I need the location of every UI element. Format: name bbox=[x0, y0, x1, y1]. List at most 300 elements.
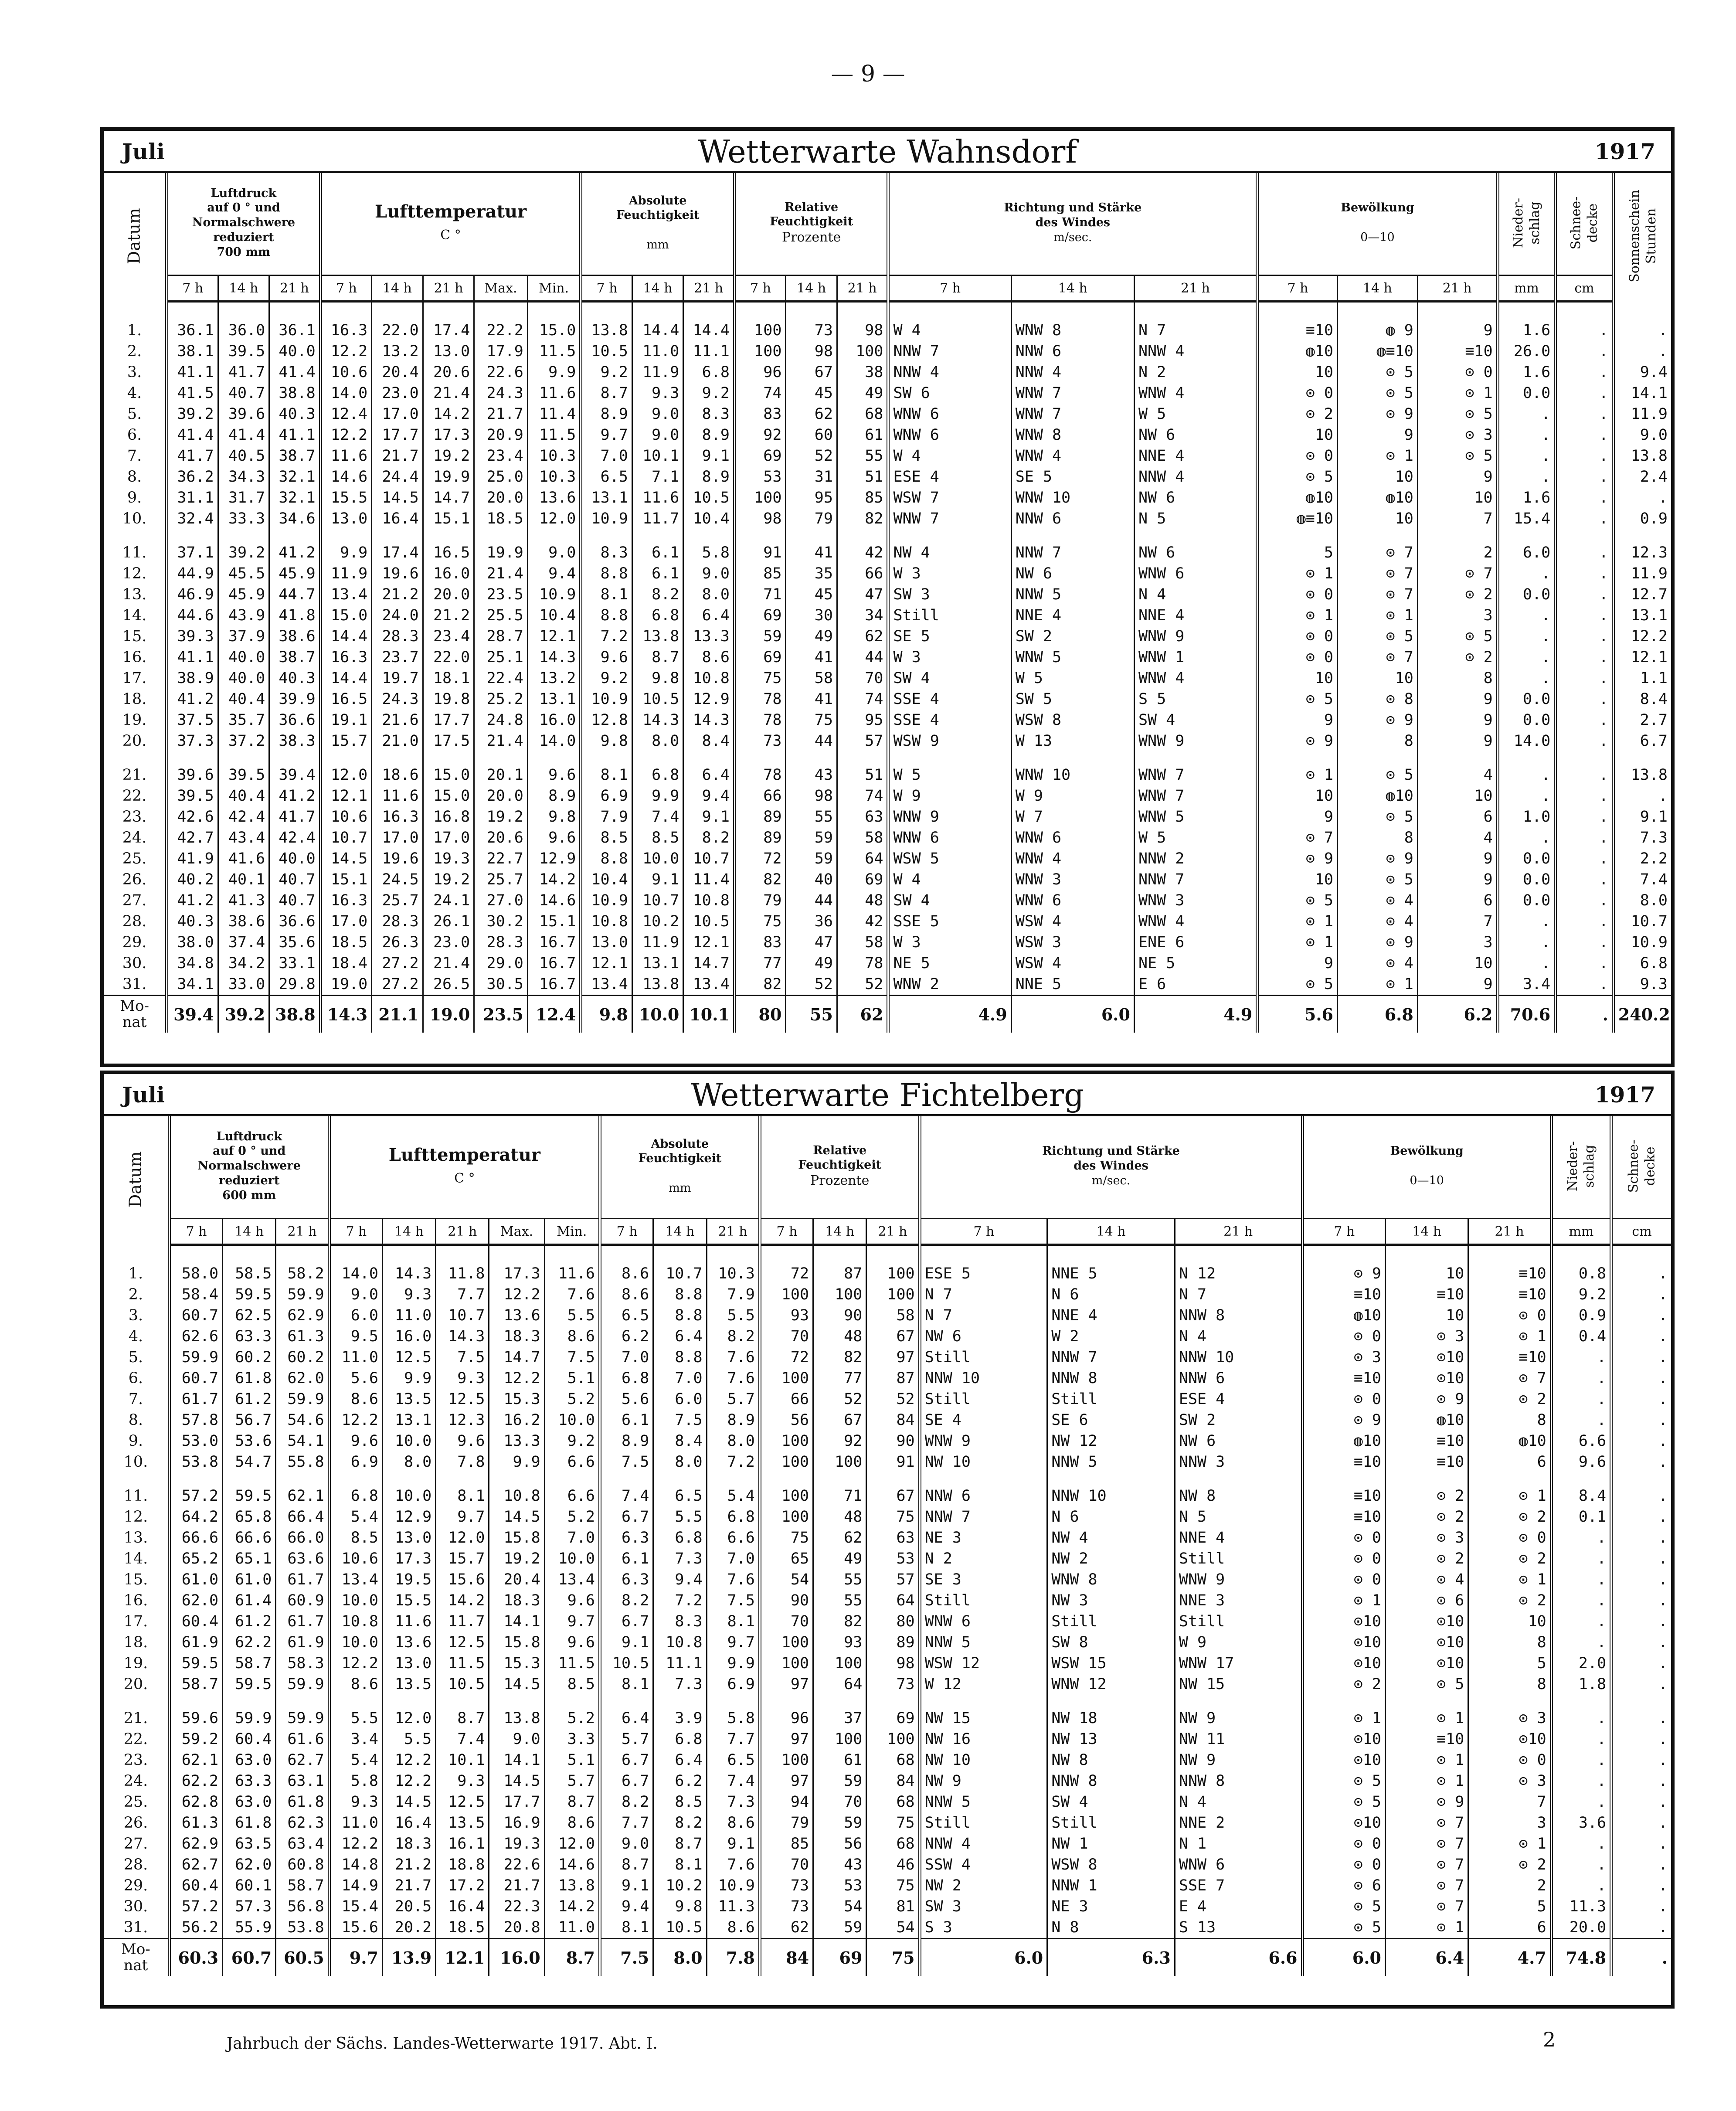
subheader-cell: Max. bbox=[489, 1219, 544, 1245]
table-cell: 93 bbox=[760, 1305, 813, 1326]
table-cell: . bbox=[1611, 1452, 1671, 1472]
table-cell: 62.6 bbox=[169, 1326, 222, 1347]
table-cell: ⊙ 6 bbox=[1385, 1590, 1468, 1611]
table-cell: 11.0 bbox=[632, 341, 683, 362]
table-cell: . bbox=[1551, 1389, 1611, 1410]
table-cell: . bbox=[1556, 869, 1614, 890]
table-cell: . bbox=[1611, 1896, 1671, 1917]
table-cell: . bbox=[1611, 1653, 1671, 1674]
table-cell: 2 bbox=[1468, 1875, 1551, 1896]
table-cell: 40.0 bbox=[218, 668, 269, 689]
table-cell: 9.0 bbox=[683, 563, 735, 584]
table-cell: ◍10 bbox=[1338, 487, 1418, 508]
table-cell: 19.6 bbox=[372, 563, 423, 584]
table-cell: 18. bbox=[122, 690, 147, 708]
table-cell: 25. bbox=[122, 850, 147, 867]
table-cell: 11.4 bbox=[527, 404, 581, 425]
table-row bbox=[104, 1569, 1671, 1590]
table-cell: 19. bbox=[122, 711, 147, 729]
table-cell: 22.0 bbox=[423, 647, 474, 668]
table-cell: 15.0 bbox=[423, 785, 474, 806]
table-cell: 21.4 bbox=[474, 731, 528, 751]
table-cell: 11.0 bbox=[544, 1917, 600, 1939]
subheader-cell: 21 h bbox=[1417, 275, 1498, 302]
table-cell: 10 bbox=[1338, 508, 1418, 529]
table-cell: 14.1 bbox=[489, 1611, 544, 1632]
table-cell: ≡10 bbox=[1257, 320, 1338, 341]
table-cell: 5 bbox=[1468, 1653, 1551, 1674]
table-cell: . bbox=[1611, 1812, 1671, 1833]
table-cell: 14.5 bbox=[489, 1506, 544, 1527]
table-cell: NW 16 bbox=[920, 1729, 1047, 1750]
table-row bbox=[104, 320, 1671, 341]
table-cell: 9.0 bbox=[329, 1284, 382, 1305]
table-cell: 75 bbox=[734, 668, 786, 689]
table-cell: 38.0 bbox=[167, 932, 218, 953]
table-cell: 8.7 bbox=[600, 1854, 653, 1875]
table-cell: 6.2 bbox=[600, 1326, 653, 1347]
table-cell: ⊙ 2 bbox=[1257, 404, 1338, 425]
table-cell: 10.6 bbox=[320, 362, 372, 383]
table-cell: 11.5 bbox=[544, 1653, 600, 1674]
table-cell: ≡10 bbox=[1385, 1452, 1468, 1472]
table-cell: WNW 7 bbox=[1134, 765, 1257, 785]
table-cell: . bbox=[1611, 1771, 1671, 1791]
table-cell: 26.5 bbox=[423, 974, 474, 996]
table-cell: 6 bbox=[1417, 806, 1498, 827]
table-cell: WNW 4 bbox=[1011, 848, 1134, 869]
table-cell: 10 bbox=[1338, 466, 1418, 487]
table-cell: 49 bbox=[786, 626, 837, 647]
table-cell: 67 bbox=[813, 1410, 866, 1431]
table-cell: 58.5 bbox=[223, 1263, 276, 1284]
table-cell: 42.6 bbox=[167, 806, 218, 827]
table-cell: . bbox=[1611, 1833, 1671, 1854]
table-cell: 61.7 bbox=[276, 1569, 329, 1590]
table-cell: 34.2 bbox=[218, 953, 269, 974]
table-cell: 8.1 bbox=[707, 1611, 760, 1632]
table-cell: 93 bbox=[813, 1632, 866, 1653]
header-datum: Datum bbox=[124, 208, 144, 265]
table-cell: WNW 6 bbox=[920, 1611, 1047, 1632]
table-cell: 87 bbox=[813, 1263, 866, 1284]
table-cell: 8. bbox=[127, 468, 142, 486]
table-cell: ◍10 bbox=[1302, 1431, 1385, 1452]
table-cell: 12.2 bbox=[489, 1368, 544, 1389]
table-cell: 100 bbox=[760, 1653, 813, 1674]
footer-text: Jahrbuch der Sächs. Landes-Wetterwarte 1917. Abt. I. bbox=[227, 2035, 658, 2053]
table-cell: 9 bbox=[1417, 974, 1498, 996]
table-cell: 8.5 bbox=[653, 1791, 707, 1812]
table-cell: WSW 4 bbox=[1011, 953, 1134, 974]
table-row bbox=[104, 1431, 1671, 1452]
table-cell: 6.9 bbox=[329, 1452, 382, 1472]
table-cell: . bbox=[1611, 1590, 1671, 1611]
table-cell: 16.0 bbox=[527, 710, 581, 731]
table-cell: 9.6 bbox=[544, 1590, 600, 1611]
table-cell: NNW 6 bbox=[1175, 1368, 1302, 1389]
table-cell: 6.8 bbox=[653, 1527, 707, 1548]
table-cell: ⊙ 4 bbox=[1385, 1569, 1468, 1590]
table-cell: 27. bbox=[122, 892, 147, 909]
table-row bbox=[104, 806, 1671, 827]
table-cell: 10.8 bbox=[489, 1486, 544, 1506]
table-cell: 81 bbox=[866, 1896, 920, 1917]
table-cell: . bbox=[1556, 953, 1614, 974]
table-cell: 0.0 bbox=[1498, 710, 1556, 731]
table-cell: 26.1 bbox=[423, 911, 474, 932]
month-label: Juli bbox=[122, 1082, 165, 1108]
year-label: 1917 bbox=[1594, 139, 1655, 164]
table-cell: ⊙ 1 bbox=[1468, 1569, 1551, 1590]
table-cell: 54.7 bbox=[223, 1452, 276, 1472]
table-cell: 17. bbox=[122, 670, 147, 687]
table-cell: 13.1 bbox=[632, 953, 683, 974]
table-cell: 13.6 bbox=[382, 1632, 435, 1653]
table-cell: SW 4 bbox=[888, 890, 1011, 911]
table-cell: . bbox=[1613, 341, 1671, 362]
table-cell: 9.0 bbox=[1613, 425, 1671, 445]
table-cell: 17.7 bbox=[423, 710, 474, 731]
table-cell: . bbox=[1611, 1750, 1671, 1771]
table-cell: 64 bbox=[813, 1674, 866, 1695]
table-cell: NNW 10 bbox=[1047, 1486, 1175, 1506]
table-cell: 100 bbox=[760, 1368, 813, 1389]
table-cell: 60.4 bbox=[169, 1875, 222, 1896]
table-cell: 10.9 bbox=[707, 1875, 760, 1896]
subheader-cell: 14 h bbox=[1385, 1219, 1468, 1245]
table-cell: 40.5 bbox=[218, 445, 269, 466]
table-cell: 13.1 bbox=[527, 689, 581, 710]
subheader-cell: 21 h bbox=[436, 1219, 489, 1245]
table-cell: ≡10 bbox=[1302, 1506, 1385, 1527]
table-cell: 100 bbox=[734, 341, 786, 362]
table-cell: 7.6 bbox=[707, 1854, 760, 1875]
table-row bbox=[104, 1486, 1671, 1506]
table-cell: 24.3 bbox=[474, 383, 528, 404]
table-cell: 54 bbox=[813, 1896, 866, 1917]
table-cell: 13.8 bbox=[1613, 445, 1671, 466]
table-cell: . bbox=[1556, 848, 1614, 869]
table-cell: 16.7 bbox=[527, 932, 581, 953]
table-cell: ⊙ 0 bbox=[1468, 1305, 1551, 1326]
table-cell: . bbox=[1611, 1875, 1671, 1896]
table-cell: NW 3 bbox=[1047, 1590, 1175, 1611]
table-cell: ⊙ 0 bbox=[1302, 1548, 1385, 1569]
table-cell: 10.0 bbox=[329, 1632, 382, 1653]
table-cell: 10.0 bbox=[632, 848, 683, 869]
table-cell: ⊙ 7 bbox=[1468, 1368, 1551, 1389]
table-cell: 17.0 bbox=[372, 404, 423, 425]
table-cell: ⊙10 bbox=[1385, 1632, 1468, 1653]
table-cell: 6.0 bbox=[1498, 542, 1556, 563]
table-cell: 6.2 bbox=[653, 1771, 707, 1791]
table-cell: 13. bbox=[123, 1529, 148, 1547]
table-cell: W 3 bbox=[888, 563, 1011, 584]
table-cell: ⊙ 5 bbox=[1257, 974, 1338, 996]
table-cell: 6.6 bbox=[544, 1486, 600, 1506]
table-cell: 100 bbox=[813, 1653, 866, 1674]
table-cell: 58 bbox=[866, 1305, 920, 1326]
table-row bbox=[104, 1284, 1671, 1305]
table-cell: 8.1 bbox=[581, 584, 632, 605]
table-cell: 10 bbox=[1385, 1263, 1468, 1284]
table-cell: 78 bbox=[837, 953, 888, 974]
table-cell: 12.1 bbox=[527, 626, 581, 647]
subheader-cell: Min. bbox=[544, 1219, 600, 1245]
table-cell: 8.8 bbox=[581, 563, 632, 584]
table-cell: Still bbox=[1047, 1611, 1175, 1632]
table-cell: 13.5 bbox=[382, 1674, 435, 1695]
monthly-mean-cell: 84 bbox=[760, 1939, 813, 1976]
table-cell: 75 bbox=[786, 710, 837, 731]
table-cell: 6.5 bbox=[581, 466, 632, 487]
table-cell: 57.2 bbox=[169, 1896, 222, 1917]
table-cell: ⊙ 9 bbox=[1338, 710, 1418, 731]
table-cell: 61.7 bbox=[169, 1389, 222, 1410]
table-cell: 14.0 bbox=[1498, 731, 1556, 751]
table-cell: 58.4 bbox=[169, 1284, 222, 1305]
table-cell: 60.7 bbox=[169, 1368, 222, 1389]
monthly-mean-cell: 21.1 bbox=[372, 996, 423, 1033]
table-cell: 78 bbox=[734, 765, 786, 785]
table-cell: 87 bbox=[866, 1368, 920, 1389]
table-cell: ◍10 bbox=[1257, 341, 1338, 362]
table-cell: 7.6 bbox=[707, 1569, 760, 1590]
table-cell: 40.3 bbox=[269, 404, 321, 425]
table-row bbox=[104, 1548, 1671, 1569]
monthly-mean-row bbox=[104, 996, 1671, 1033]
table-cell: 10.7 bbox=[1613, 911, 1671, 932]
table-cell: W 13 bbox=[1011, 731, 1134, 751]
table-cell: 10.8 bbox=[683, 668, 735, 689]
table-cell: N 7 bbox=[1175, 1284, 1302, 1305]
table-cell: ⊙ 9 bbox=[1302, 1263, 1385, 1284]
table-cell: 17.0 bbox=[320, 911, 372, 932]
table-cell: 13.4 bbox=[581, 974, 632, 996]
table-cell: 21.7 bbox=[474, 404, 528, 425]
table-cell: ⊙ 2 bbox=[1468, 1506, 1551, 1527]
table-cell: 41.5 bbox=[167, 383, 218, 404]
table-cell: SSW 4 bbox=[920, 1854, 1047, 1875]
table-cell: . bbox=[1556, 806, 1614, 827]
table-cell: 28.3 bbox=[372, 626, 423, 647]
table-cell: 8.4 bbox=[683, 731, 735, 751]
table-cell: 35.6 bbox=[269, 932, 321, 953]
subheader-cell: 14 h bbox=[372, 275, 423, 302]
table-cell: 12.2 bbox=[382, 1750, 435, 1771]
table-cell: W 12 bbox=[920, 1674, 1047, 1695]
table-cell: 2.2 bbox=[1613, 848, 1671, 869]
table-cell: 74 bbox=[734, 383, 786, 404]
table-row bbox=[104, 710, 1671, 731]
table-cell: 6.6 bbox=[544, 1452, 600, 1472]
table-cell: 10.4 bbox=[527, 605, 581, 626]
table-cell: 46.9 bbox=[167, 584, 218, 605]
table-cell: 12.9 bbox=[382, 1506, 435, 1527]
table-cell: . bbox=[1556, 765, 1614, 785]
table-cell: 0.0 bbox=[1498, 848, 1556, 869]
table-cell: NNW 5 bbox=[1011, 584, 1134, 605]
header-wind: Richtung und Stärke des Windes m/sec. bbox=[888, 171, 1257, 275]
table-cell: 58 bbox=[837, 827, 888, 848]
table-cell: ⊙ 9 bbox=[1385, 1389, 1468, 1410]
table-cell: 9.1 bbox=[1613, 806, 1671, 827]
table-cell: 9 bbox=[1417, 466, 1498, 487]
table-cell: ⊙ 7 bbox=[1385, 1875, 1468, 1896]
table-cell: 9.2 bbox=[683, 383, 735, 404]
table-cell: 0.8 bbox=[1551, 1263, 1611, 1284]
table-cell: 8.3 bbox=[683, 404, 735, 425]
table-cell: 62.7 bbox=[169, 1854, 222, 1875]
table-cell: 25.1 bbox=[474, 647, 528, 668]
table-cell: 2.4 bbox=[1613, 466, 1671, 487]
table-cell: 11.1 bbox=[683, 341, 735, 362]
monthly-mean-cell: . bbox=[1556, 996, 1614, 1033]
table-cell: 27.0 bbox=[474, 890, 528, 911]
subheader-cell: 7 h bbox=[920, 1219, 1047, 1245]
table-cell: 9.4 bbox=[1613, 362, 1671, 383]
table-cell: 7.0 bbox=[600, 1347, 653, 1368]
table-cell: . bbox=[1556, 932, 1614, 953]
table-cell: 9.2 bbox=[581, 362, 632, 383]
table-cell: 17.0 bbox=[423, 827, 474, 848]
table-cell: 65.2 bbox=[169, 1548, 222, 1569]
table-cell: 63.0 bbox=[223, 1750, 276, 1771]
table-cell: 7. bbox=[128, 1390, 143, 1408]
table-cell: NNW 10 bbox=[920, 1368, 1047, 1389]
table-cell: 95 bbox=[837, 710, 888, 731]
table-row bbox=[104, 542, 1671, 563]
table-cell: ⊙ 3 bbox=[1468, 1771, 1551, 1791]
table-cell: ⊙ 5 bbox=[1338, 383, 1418, 404]
table-fichtelberg bbox=[100, 1071, 1675, 2009]
table-cell: 2.0 bbox=[1551, 1653, 1611, 1674]
table-cell: S 3 bbox=[920, 1917, 1047, 1939]
table-cell: 29. bbox=[122, 934, 147, 951]
table-cell: 9.6 bbox=[436, 1431, 489, 1452]
table-cell: 3.4 bbox=[329, 1729, 382, 1750]
table-cell: SE 6 bbox=[1047, 1410, 1175, 1431]
table-cell: 15.8 bbox=[489, 1632, 544, 1653]
table-cell: ⊙ 8 bbox=[1338, 689, 1418, 710]
table-cell: W 9 bbox=[1175, 1632, 1302, 1653]
table-cell: ⊙ 7 bbox=[1385, 1896, 1468, 1917]
table-cell: 8.9 bbox=[683, 425, 735, 445]
table-cell: ⊙ 5 bbox=[1257, 890, 1338, 911]
table-cell: 6.7 bbox=[600, 1611, 653, 1632]
table-cell: NW 13 bbox=[1047, 1729, 1175, 1750]
table-cell: 68 bbox=[866, 1791, 920, 1812]
table-cell: 14.4 bbox=[683, 320, 735, 341]
table-cell: 69 bbox=[837, 869, 888, 890]
table-cell: 91 bbox=[866, 1452, 920, 1472]
table-cell: 60.8 bbox=[276, 1854, 329, 1875]
table-cell: 28.3 bbox=[372, 911, 423, 932]
table-row bbox=[104, 827, 1671, 848]
table-cell: 16.0 bbox=[382, 1326, 435, 1347]
table-cell: 7.5 bbox=[707, 1590, 760, 1611]
table-cell: 100 bbox=[866, 1284, 920, 1305]
table-cell: ⊙ 5 bbox=[1302, 1791, 1385, 1812]
table-cell: . bbox=[1556, 974, 1614, 996]
table-row bbox=[104, 487, 1671, 508]
table-cell: 73 bbox=[760, 1896, 813, 1917]
table-cell: 38.8 bbox=[269, 383, 321, 404]
table-cell: 15.1 bbox=[423, 508, 474, 529]
table-cell: ⊙10 bbox=[1302, 1729, 1385, 1750]
table-cell: 69 bbox=[734, 605, 786, 626]
table-cell: N 7 bbox=[920, 1305, 1047, 1326]
subheader-cell: 21 h bbox=[1468, 1219, 1551, 1245]
subheader-cell: 14 h bbox=[223, 1219, 276, 1245]
table-cell: 25.7 bbox=[474, 869, 528, 890]
table-row bbox=[104, 1632, 1671, 1653]
table-cell: 13.0 bbox=[382, 1527, 435, 1548]
table-row bbox=[104, 953, 1671, 974]
table-cell: NW 15 bbox=[1175, 1674, 1302, 1695]
table-cell: 8.5 bbox=[329, 1527, 382, 1548]
table-cell: 9.0 bbox=[600, 1833, 653, 1854]
table-cell: 83 bbox=[734, 404, 786, 425]
subheader-cell: 14 h bbox=[786, 275, 837, 302]
table-cell: NNW 4 bbox=[1134, 466, 1257, 487]
table-cell: 0.0 bbox=[1498, 689, 1556, 710]
table-cell: 15.7 bbox=[436, 1548, 489, 1569]
table-row bbox=[104, 584, 1671, 605]
table-cell: 14.4 bbox=[632, 320, 683, 341]
table-cell: 19.2 bbox=[423, 445, 474, 466]
table-cell: 64 bbox=[837, 848, 888, 869]
table-cell: E 6 bbox=[1134, 974, 1257, 996]
table-cell: 14. bbox=[123, 1550, 148, 1567]
table-cell: 16.7 bbox=[527, 953, 581, 974]
table-cell: . bbox=[1551, 1632, 1611, 1653]
table-cell: 14.7 bbox=[683, 953, 735, 974]
table-cell: 5.5 bbox=[544, 1305, 600, 1326]
table-cell: ⊙ 5 bbox=[1302, 1896, 1385, 1917]
table-cell: 37.5 bbox=[167, 710, 218, 731]
table-cell: 8.1 bbox=[600, 1917, 653, 1939]
table-cell: 12.9 bbox=[527, 848, 581, 869]
table-cell: 8.8 bbox=[653, 1284, 707, 1305]
table-cell: 9.1 bbox=[600, 1632, 653, 1653]
table-cell: 10.9 bbox=[581, 689, 632, 710]
table-cell: 58.7 bbox=[169, 1674, 222, 1695]
table-cell: 7.7 bbox=[600, 1812, 653, 1833]
table-cell: 11.6 bbox=[382, 1611, 435, 1632]
table-cell: 14.3 bbox=[632, 710, 683, 731]
table-cell: ⊙ 0 bbox=[1302, 1569, 1385, 1590]
table-cell: 55.8 bbox=[276, 1452, 329, 1472]
table-cell: SW 2 bbox=[1175, 1410, 1302, 1431]
table-cell: NW 6 bbox=[1134, 542, 1257, 563]
table-row bbox=[104, 911, 1671, 932]
table-cell: 9 bbox=[1417, 731, 1498, 751]
table-cell: 1. bbox=[127, 322, 142, 339]
table-cell: 23. bbox=[122, 808, 147, 826]
table-cell: 59.5 bbox=[223, 1486, 276, 1506]
table-cell: NW 6 bbox=[1134, 425, 1257, 445]
table-cell: 75 bbox=[760, 1527, 813, 1548]
table-cell: 41.8 bbox=[269, 605, 321, 626]
table-row bbox=[104, 848, 1671, 869]
subheader-cell: 14 h bbox=[632, 275, 683, 302]
table-cell: ⊙ 1 bbox=[1257, 563, 1338, 584]
table-cell: 73 bbox=[760, 1875, 813, 1896]
table-cell: 3. bbox=[128, 1307, 143, 1324]
table-cell: 13.4 bbox=[329, 1569, 382, 1590]
